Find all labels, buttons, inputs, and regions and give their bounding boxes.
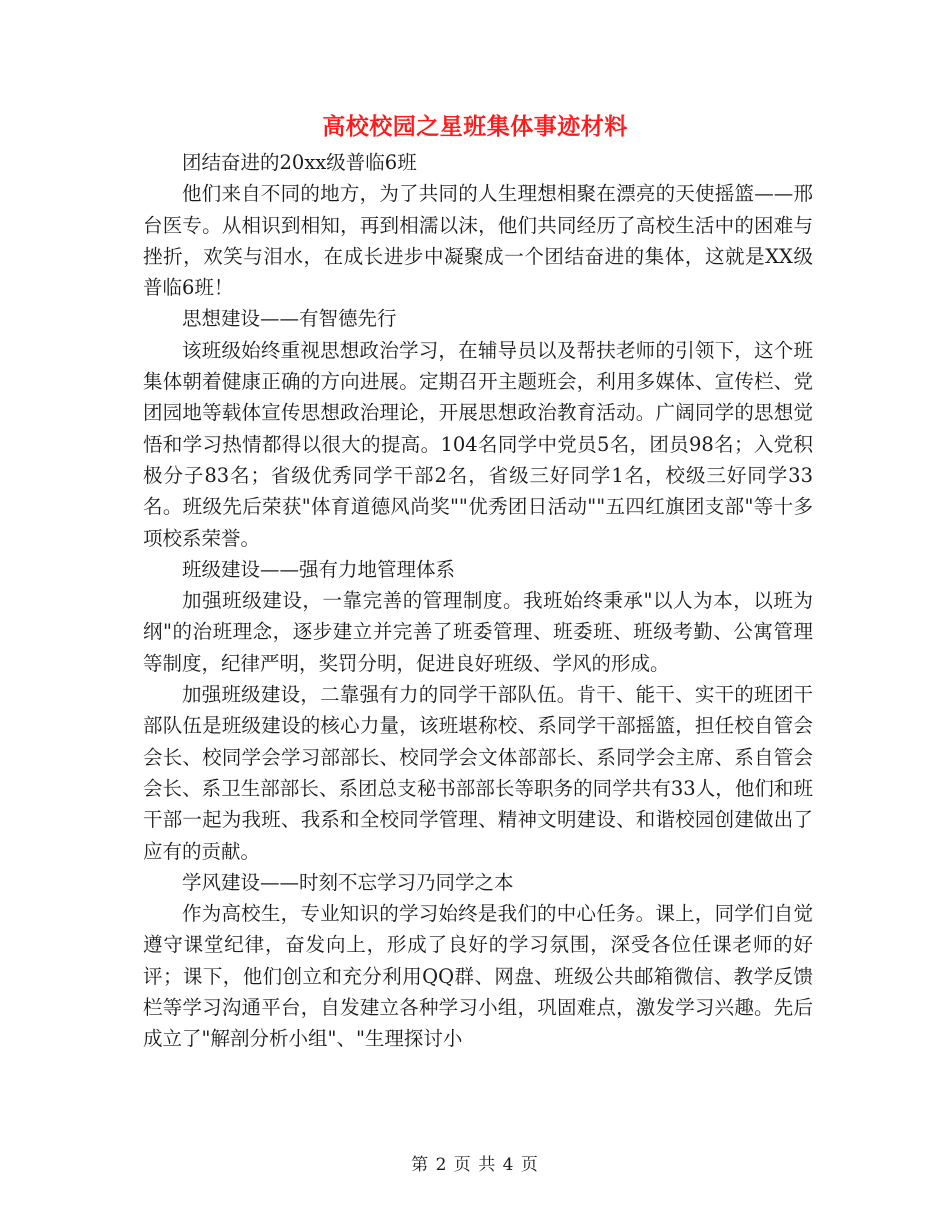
document-body — [143, 147, 813, 1055]
section-heading-ideology: 思想建设——有智德先行 — [182, 307, 397, 331]
subtitle-paragraph: 团结奋进的20xx级普临6班 — [182, 151, 417, 174]
page-number-footer: 第 2 页 共 4 页 — [411, 1155, 539, 1175]
class-building-paragraph-1: 加强班级建设，一靠完善的管理制度。我班始终秉承"以人为本，以班为纲"的治班理念，逐步建立并完善了班委管理、班委班、班级考勤、公寓管理等制度，纪律严明，奖罚分明，促进良好班级、学风的形成。 — [143, 589, 813, 675]
ideology-paragraph: 该班级始终重视思想政治学习，在辅导员以及帮扶老师的引领下，这个班集体朝着健康正确的方向进展。定期召开主题班会，利用多媒体、宣传栏、党团园地等载体宣传思想政治理论，开展思想政治教育活动。广阔同学的思想觉悟和学习热情都得以很大的提高。104名同学中党员5名，团员98名；入党积极分子83名；省级优秀同学干部2名，省级三好同学1名，校级三好同学33名。班级先后荣获"体育道德风尚奖""优秀团日活动""五四红旗团支部"等十多项校系荣誉。 — [143, 338, 813, 550]
class-building-paragraph-2: 加强班级建设，二靠强有力的同学干部队伍。肯干、能干、实干的班团干部队伍是班级建设的核心力量，该班堪称校、系同学干部摇篮，担任校自管会会长、校同学会学习部部长、校同学会文体部部长、系同学会主席、系自管会会长、系卫生部部长、系团总支秘书部部长等职务的同学共有33人，他们和班干部一起为我班、我系和全校同学管理、精神文明建设、和谐校园创建做出了应有的贡献。 — [143, 683, 813, 863]
section-heading-study-style: 学风建设——时刻不忘学习乃同学之本 — [182, 870, 514, 894]
section-heading-class-building: 班级建设——强有力地管理体系 — [182, 557, 456, 581]
study-style-paragraph: 作为高校生，专业知识的学习始终是我们的中心任务。课上，同学们自觉遵守课堂纪律，奋发向上，形成了良好的学习氛围，深受各位任课老师的好评；课下，他们创立和充分利用QQ群、网盘、班级公共邮箱微信、教学反馈栏等学习沟通平台，自发建立各种学习小组，巩固难点，激发学习兴趣。先后成立了"解剖分析小组"、"生理探讨小 — [143, 902, 813, 1051]
document-title: 高校校园之星班集体事迹材料 — [322, 113, 628, 140]
intro-paragraph: 他们来自不同的地方，为了共同的人生理想相聚在漂亮的天使摇篮——邢台医专。从相识到相知，再到相濡以沫，他们共同经历了高校生活中的困难与挫折，欢笑与泪水，在成长进步中凝聚成一个团结奋进的集体，这就是XX级普临6班！ — [143, 182, 813, 300]
